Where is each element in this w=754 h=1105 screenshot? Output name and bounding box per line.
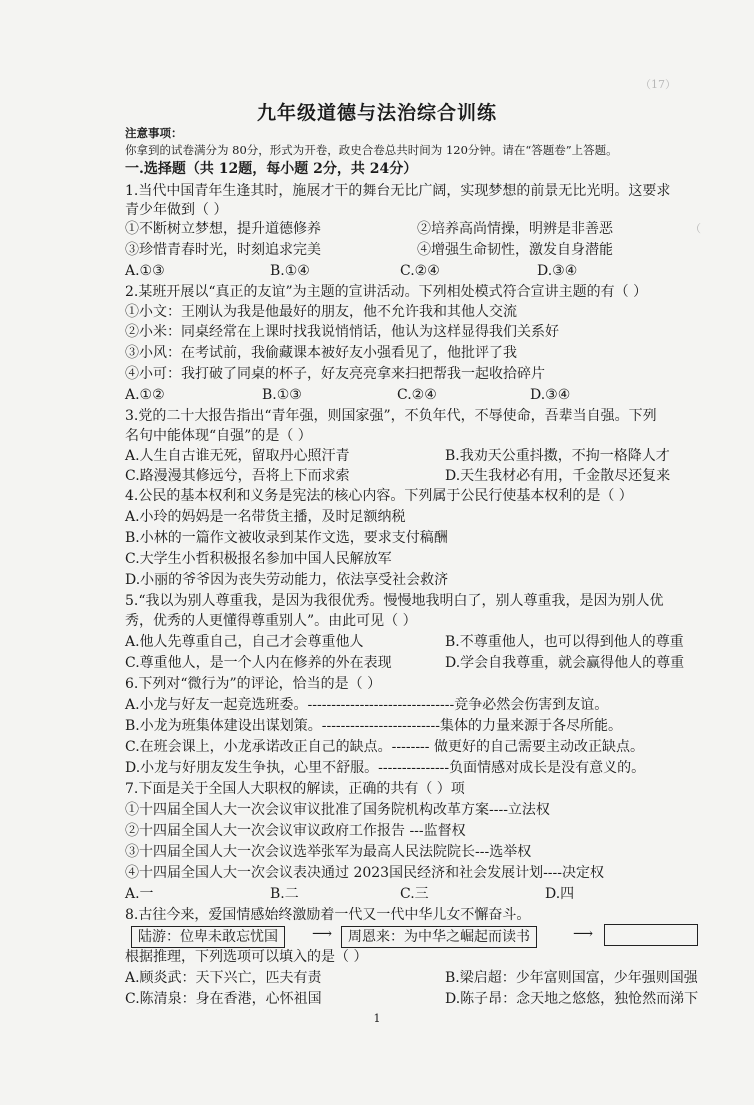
question-stem: 青少年做到（ ）: [125, 202, 228, 218]
statement-item: ④增强生命韧性，激发自身潜能: [417, 242, 613, 258]
arrow-right-icon: ⟶: [573, 926, 594, 942]
answer-option-b[interactable]: B.小龙为班集体建设出谋划策。-------------------------集体的力量来源于各尽所能。: [125, 718, 622, 734]
exam-title: 九年级道德与法治综合训练: [256, 102, 497, 124]
question-stem: 2.某班开展以“真正的友谊”为主题的宣讲活动。下列相处模式符合宣讲主题的有（ ）: [125, 284, 648, 300]
bleed-through-text: （17）: [640, 78, 676, 91]
answer-option-d[interactable]: D.陈子昂：念天地之悠悠，独怆然而涕下: [445, 991, 699, 1007]
answer-option-d[interactable]: D.③④: [537, 263, 578, 279]
blank-flow-box: [604, 924, 698, 946]
statement-item: ④十四届全国人大一次会议表决通过 2023国民经济和社会发展计划----决定权: [125, 865, 604, 881]
flow-box: 周恩来：为中华之崛起而读书: [341, 926, 537, 948]
question-stem: 1.当代中国青年生逢其时，施展才干的舞台无比广阔，实现梦想的前景无比光明。这要求: [125, 183, 671, 199]
notice-text: 你拿到的试卷满分为 80分，形式为开卷，政史合卷总共时间为 120分钟。请在“答题卷”上答题。: [125, 143, 618, 157]
answer-option-b[interactable]: B.我劝天公重抖擞，不拘一格降人才: [445, 448, 670, 464]
answer-option-a[interactable]: A.顾炎武：天下兴亡，匹夫有责: [125, 970, 322, 986]
answer-option-c[interactable]: C.尊重他人，是一个人内在修养的外在表现: [125, 655, 392, 671]
answer-option-d[interactable]: D.小龙与好朋友发生争执，心里不舒服。---------------负面情感对成长是没有意义的。: [125, 760, 646, 776]
answer-option-d[interactable]: D.③④: [530, 387, 571, 403]
arrow-right-icon: ⟶: [312, 926, 333, 942]
question-stem: 5.“我以为别人尊重我，是因为我很优秀。慢慢地我明白了，别人尊重我，是因为别人优: [125, 593, 664, 609]
answer-option-d[interactable]: D.小丽的爷爷因为丧失劳动能力，依法享受社会救济: [125, 572, 449, 588]
statement-item: ④小可：我打破了同桌的杯子，好友亮亮拿来扫把帮我一起收拾碎片: [125, 366, 545, 382]
question-stem: 根据推理，下列选项可以填入的是（ ）: [125, 949, 368, 965]
answer-option-c[interactable]: C.三: [400, 886, 429, 902]
answer-option-a[interactable]: A.①②: [125, 387, 165, 403]
statement-item: ③珍惜青春时光，时刻追求完美: [125, 242, 321, 258]
answer-option-c[interactable]: C.②④: [397, 387, 437, 403]
question-stem: 名句中能体现“自强”的是（ ）: [125, 428, 312, 444]
statement-item: ①不断树立梦想，提升道德修养: [125, 221, 321, 237]
answer-option-c[interactable]: C.大学生小哲积极报名参加中国人民解放军: [125, 551, 392, 567]
answer-option-c[interactable]: C.在班会课上，小龙承诺改正自己的缺点。-------- 做更好的自己需要主动改正缺点。: [125, 739, 644, 755]
answer-option-d[interactable]: D.四: [545, 886, 575, 902]
question-stem: 4.公民的基本权利和义务是宪法的核心内容。下列属于公民行使基本权利的是（ ）: [125, 488, 633, 504]
answer-option-d[interactable]: D.天生我材必有用，千金散尽还复来: [445, 468, 671, 484]
answer-option-a[interactable]: A.他人先尊重自己，自己才会尊重他人: [125, 634, 364, 650]
answer-option-b[interactable]: B.不尊重他人，也可以得到他人的尊重: [445, 634, 684, 650]
statement-item: ③十四届全国人大一次会议选举张军为最高人民法院院长---选举权: [125, 844, 532, 860]
answer-option-b[interactable]: B.梁启超：少年富则国富，少年强则国强: [445, 970, 698, 986]
flow-box: 陆游：位卑未敢忘忧国: [131, 926, 285, 948]
question-stem: 秀，优秀的人更懂得尊重别人”。由此可见（ ）: [125, 613, 417, 629]
section-title: 一.选择题（共 12题，每小题 2分，共 24分）: [125, 161, 418, 177]
answer-option-c[interactable]: C.陈清泉：身在香港，心怀祖国: [125, 991, 322, 1007]
question-stem: 3.党的二十大报告指出“青年强，则国家强”，不负年代，不辱使命，吾辈当自强。下列: [125, 408, 657, 424]
statement-item: ①十四届全国人大一次会议审议批准了国务院机构改革方案----立法权: [125, 802, 550, 818]
answer-option-a[interactable]: A.小龙与好友一起竞选班委。-------------------------------竞争必然会伤害到友谊。: [125, 697, 609, 713]
page-number: 1: [373, 1012, 381, 1025]
answer-option-b[interactable]: B.小林的一篇作文被收录到某作文选，要求支付稿酬: [125, 530, 448, 546]
answer-option-b[interactable]: B.①③: [262, 387, 302, 403]
question-stem: 7.下面是关于全国人大职权的解读，正确的共有（ ）项: [125, 781, 465, 797]
answer-option-a[interactable]: A.一: [125, 886, 154, 902]
answer-option-b[interactable]: B.二: [270, 886, 299, 902]
bleed-through-text: （: [690, 222, 701, 235]
answer-option-d[interactable]: D.学会自我尊重，就会赢得他人的尊重: [445, 655, 685, 671]
statement-item: ②十四届全国人大一次会议审议政府工作报告 ---监督权: [125, 823, 466, 839]
statement-item: ②小米：同桌经常在上课时找我说悄悄话，他认为这样显得我们关系好: [125, 324, 559, 340]
answer-option-c[interactable]: C.路漫漫其修远兮，吾将上下而求索: [125, 468, 350, 484]
answer-option-b[interactable]: B.①④: [270, 263, 310, 279]
answer-option-a[interactable]: A.小玲的妈妈是一名带货主播，及时足额纳税: [125, 509, 406, 525]
statement-item: ③小风：在考试前，我偷藏课本被好友小强看见了，他批评了我: [125, 345, 517, 361]
statement-item: ①小文：王刚认为我是他最好的朋友，他不允许我和其他人交流: [125, 304, 517, 320]
answer-option-a[interactable]: A.①③: [125, 263, 165, 279]
notice-label: 注意事项：: [125, 126, 183, 140]
answer-option-c[interactable]: C.②④: [400, 263, 440, 279]
answer-option-a[interactable]: A.人生自古谁无死，留取丹心照汗青: [125, 448, 350, 464]
question-stem: 8.古往今来，爱国情感始终激励着一代又一代中华儿女不懈奋斗。: [125, 907, 531, 923]
question-stem: 6.下列对“微行为”的评论，恰当的是（ ）: [125, 676, 382, 692]
statement-item: ②培养高尚情操，明辨是非善恶: [417, 221, 613, 237]
